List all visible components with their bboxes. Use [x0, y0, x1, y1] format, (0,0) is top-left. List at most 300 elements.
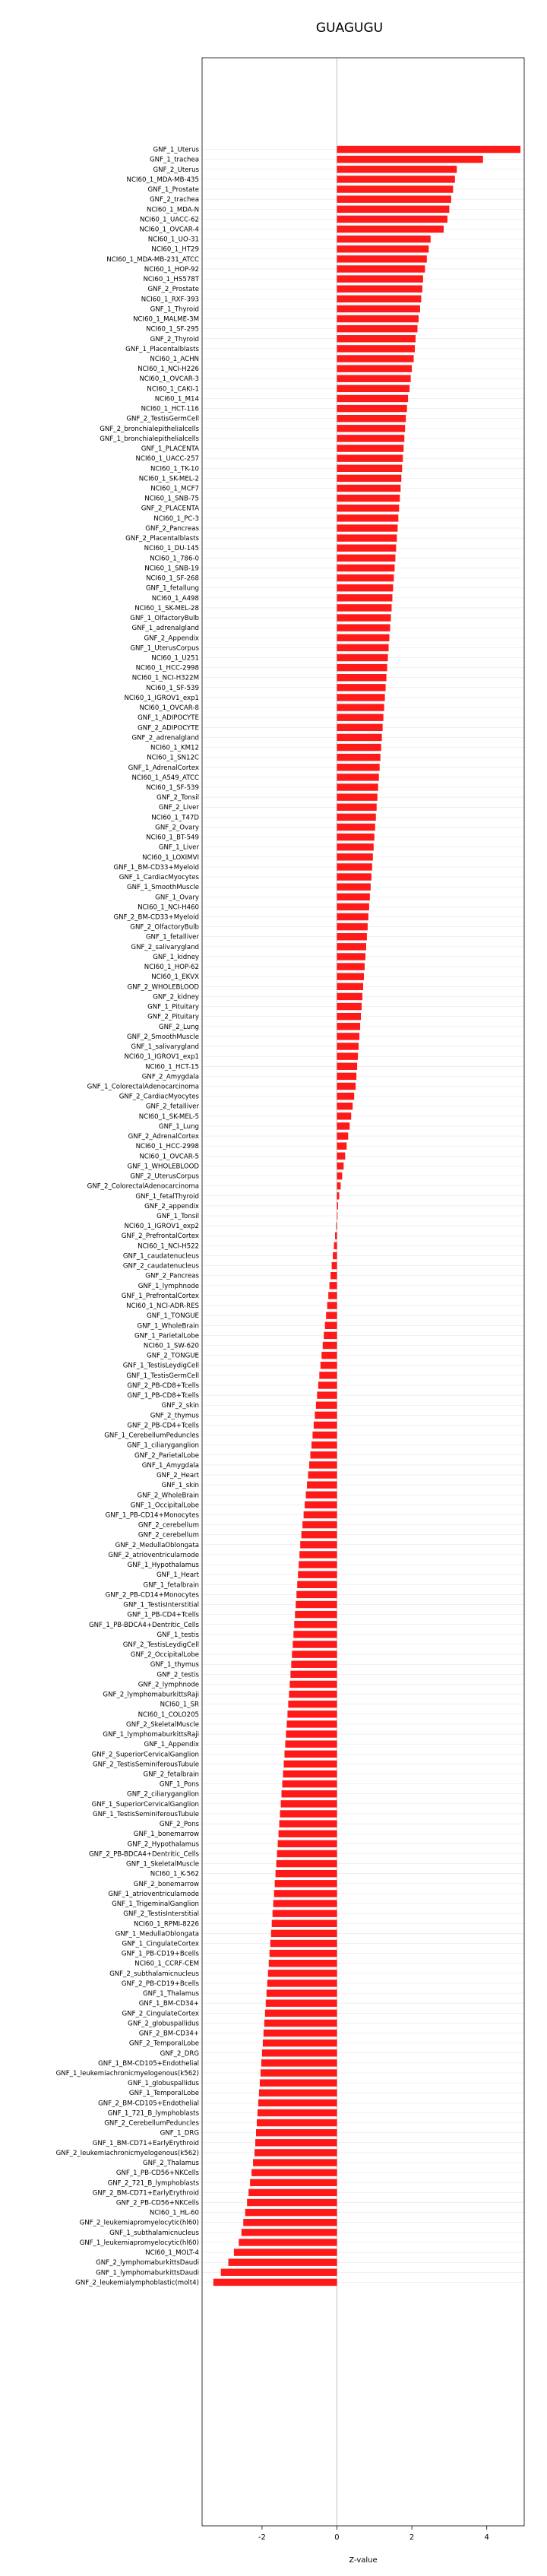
category-label: NCI60_1_HCC-2998 — [135, 664, 199, 672]
category-label: GNF_2_WholeBrain — [137, 1492, 199, 1500]
category-label: GNF_1_Amygdala — [141, 1461, 199, 1470]
category-label: GNF_2_SkeletalMuscle — [126, 1720, 199, 1729]
category-label: GNF_1_TrigeminalGanglion — [112, 1900, 199, 1909]
x-axis-title: Z-value — [349, 2556, 378, 2565]
bar — [280, 1810, 337, 1817]
category-label: GNF_2_testis — [157, 1671, 199, 1679]
bar — [307, 1481, 337, 1488]
category-label: GNF_1_DRG — [160, 2129, 199, 2138]
bar — [337, 565, 394, 571]
category-label: GNF_2_Pons — [159, 1821, 199, 1829]
bar — [337, 704, 384, 710]
bar — [242, 2229, 337, 2236]
category-label: GNF_2_TemporalLobe — [128, 2040, 199, 2048]
bar — [318, 1381, 337, 1388]
category-label: GNF_1_Ovary — [155, 894, 199, 902]
category-label: GNF_2_PB-CD14+Monocytes — [105, 1591, 199, 1600]
bar — [337, 574, 394, 581]
bar — [337, 863, 372, 870]
bar — [337, 604, 391, 611]
category-label: NCI60_1_IGROV1_exp1 — [124, 694, 199, 702]
bar — [273, 1910, 337, 1916]
bar — [299, 1561, 337, 1568]
bar — [337, 734, 381, 741]
bar — [317, 1391, 337, 1398]
category-label: GNF_2_trachea — [150, 196, 199, 204]
category-label: GNF_1_TestisInterstitial — [123, 1601, 199, 1609]
bar — [285, 1740, 337, 1747]
category-label: NCI60_1_HL-60 — [149, 2209, 199, 2217]
category-label: GNF_1_lymphnode — [138, 1282, 199, 1290]
bar — [337, 195, 451, 202]
bar — [289, 1691, 337, 1698]
bar — [308, 1471, 337, 1478]
bar — [337, 285, 422, 292]
category-label: GNF_2_PB-CD56+NKCells — [115, 2199, 199, 2207]
bar — [296, 1601, 337, 1608]
category-label: NCI60_1_SK-MEL-28 — [134, 604, 199, 612]
x-tick-label: -2 — [258, 2533, 266, 2542]
bar — [337, 1182, 340, 1189]
bar — [243, 2219, 337, 2226]
category-label: GNF_2_DRG — [160, 2049, 199, 2058]
bar — [337, 1172, 342, 1179]
bar — [337, 804, 376, 811]
category-label: NCI60_1_IGROV1_exp1 — [124, 1053, 199, 1062]
category-label: GNF_2_PB-CD8+Tcells — [127, 1381, 199, 1390]
category-label: NCI60_1_SNB-19 — [144, 565, 199, 573]
bar — [337, 534, 397, 541]
bar — [337, 635, 389, 641]
category-label: GNF_2_cerebellum — [138, 1521, 199, 1530]
category-label: GNF_2_Tonsil — [157, 794, 199, 802]
category-label: NCI60_1_OVCAR-8 — [139, 704, 199, 713]
category-label: GNF_1_AdrenalCortex — [128, 764, 199, 772]
bar — [287, 1710, 337, 1717]
bar — [310, 1451, 337, 1458]
category-label: NCI60_1_MDA-N — [146, 206, 199, 214]
bar — [259, 2090, 337, 2097]
category-label: GNF_2_BM-CD105+Endothelial — [98, 2100, 199, 2108]
category-label: GNF_2_AdrenalCortex — [128, 1133, 199, 1141]
category-label: GNF_2_Placentalblasts — [125, 535, 199, 543]
bar — [337, 714, 383, 720]
bar — [337, 405, 406, 412]
bar — [293, 1631, 337, 1638]
bar — [337, 834, 374, 840]
category-label: GNF_2_TestisLeydigCell — [122, 1641, 199, 1649]
category-label: GNF_2_WHOLEBLOOD — [127, 983, 199, 992]
category-label: NCI60_1_HS578T — [143, 276, 199, 284]
bar — [337, 355, 413, 362]
category-label: NCI60_1_SN12C — [147, 754, 199, 762]
category-label: GNF_1_Thalamus — [142, 1990, 199, 1998]
category-label: GNF_2_721_B_lymphoblasts — [107, 2179, 199, 2188]
bar — [258, 2109, 337, 2116]
category-label: GNF_1_subthalamicnucleus — [109, 2229, 199, 2237]
bar — [337, 903, 368, 910]
category-label: GNF_2_subthalamicnucleus — [109, 1970, 199, 1978]
category-label: NCI60_1_U251 — [151, 654, 199, 663]
category-label: GNF_1_BM-CD105+Endothelial — [98, 2059, 199, 2068]
bar — [337, 454, 403, 461]
bar — [309, 1461, 337, 1468]
category-label: GNF_2_BM-CD33+Myeloid — [113, 913, 199, 922]
category-label: NCI60_1_IGROV1_exp2 — [124, 1223, 199, 1231]
bar — [337, 883, 370, 890]
bar — [337, 873, 371, 880]
bar — [321, 1362, 337, 1369]
category-label: NCI60_1_NCI-ADR-RES — [126, 1302, 199, 1311]
category-label: NCI60_1_A549_ATCC — [131, 774, 199, 782]
category-label: NCI60_1_KM12 — [150, 744, 199, 752]
bar — [337, 744, 381, 751]
bar — [337, 555, 395, 562]
bar — [337, 206, 449, 213]
bar — [256, 2129, 337, 2136]
chart-title: GUAGUGU — [315, 21, 384, 36]
bar — [337, 923, 367, 930]
bar — [337, 465, 402, 472]
bar — [337, 435, 404, 441]
category-label: GNF_2_PB-CD4+Tcells — [127, 1422, 199, 1430]
bar — [337, 694, 384, 701]
category-label: GNF_2_ciliaryganglion — [127, 1790, 199, 1799]
category-label: NCI60_1_HCC-2998 — [135, 1143, 199, 1151]
bar — [337, 514, 398, 521]
category-label: NCI60_1_UACC-62 — [139, 216, 199, 224]
category-label: GNF_1_fetallung — [145, 584, 199, 593]
bar — [337, 146, 520, 153]
category-label: GNF_1_SmoothMuscle — [127, 884, 199, 892]
bar — [337, 216, 447, 223]
bar — [213, 2279, 337, 2286]
category-label: GNF_1_ADIPOCYTE — [138, 714, 199, 723]
bar — [337, 176, 454, 182]
bar — [337, 724, 382, 731]
category-label: NCI60_1_DU-145 — [144, 545, 199, 553]
category-label: GNF_1_PLACENTA — [141, 445, 199, 454]
bar — [337, 1093, 354, 1100]
category-label: GNF_1_PB-CD8+Tcells — [127, 1392, 199, 1400]
category-label: GNF_2_CardiacMyocytes — [119, 1093, 199, 1101]
category-label: NCI60_1_NCI-H460 — [138, 903, 199, 912]
category-label: GNF_1_adrenalgland — [131, 625, 199, 633]
bar — [337, 1052, 358, 1059]
category-label: NCI60_1_SR — [160, 1701, 199, 1709]
category-label: GNF_1_thymus — [150, 1661, 199, 1669]
bar — [305, 1502, 337, 1508]
category-label: NCI60_1_SF-268 — [146, 574, 199, 583]
category-label: NCI60_1_MCF7 — [150, 485, 199, 493]
category-label: NCI60_1_EKVX — [151, 973, 199, 982]
x-axis-ticks — [258, 2526, 489, 2542]
category-label: GNF_1_Thyroid — [150, 305, 199, 314]
category-label: GNF_2_lymphnode — [138, 1681, 199, 1689]
bar — [294, 1621, 337, 1628]
bar — [324, 1332, 337, 1339]
bar — [337, 265, 425, 272]
category-label: GNF_2_TONGUE — [147, 1352, 199, 1360]
category-label: GNF_2_Amygdala — [141, 1073, 199, 1081]
bar — [337, 315, 418, 322]
category-label: GNF_2_adrenalgland — [131, 734, 199, 742]
category-label: NCI60_1_CCRF-CEM — [134, 1960, 199, 1968]
bar — [292, 1641, 337, 1647]
category-label: GNF_1_CingulateCortex — [122, 1940, 199, 1948]
category-label: GNF_2_PrefrontalCortex — [121, 1233, 199, 1241]
category-label: GNF_2_globuspallidus — [128, 2020, 199, 2028]
bar — [337, 614, 390, 621]
category-label: NCI60_1_HOP-92 — [144, 265, 199, 274]
bar — [304, 1511, 337, 1518]
bar — [337, 166, 457, 172]
bar — [337, 156, 482, 163]
category-label: GNF_2_atrioventricularnode — [108, 1551, 199, 1559]
category-label: NCI60_1_OVCAR-5 — [139, 1153, 199, 1161]
bar — [312, 1432, 337, 1438]
category-label: GNF_1_Uterus — [153, 146, 199, 154]
bar — [263, 2040, 337, 2046]
bar — [275, 1880, 337, 1887]
category-label: GNF_1_ParietalLobe — [134, 1332, 199, 1340]
category-label: GNF_1_caudatenucleus — [122, 1252, 199, 1261]
category-label: NCI60_1_T47D — [151, 814, 199, 822]
category-label: GNF_1_PB-BDCA4+Dentritic_Cells — [89, 1621, 199, 1629]
bar — [281, 1800, 337, 1807]
category-label: GNF_2_SmoothMuscle — [127, 1033, 199, 1041]
bar — [267, 1989, 337, 1996]
bar — [300, 1541, 337, 1548]
bar — [337, 1033, 359, 1040]
bar — [251, 2169, 337, 2176]
bar — [239, 2239, 337, 2245]
category-label: NCI60_1_BT-549 — [146, 834, 199, 842]
category-label: GNF_1_PB-CD14+Monocytes — [105, 1511, 199, 1520]
bar — [247, 2199, 337, 2206]
category-label: GNF_1_Placentalblasts — [125, 345, 199, 353]
category-label: GNF_2_Ovary — [155, 824, 199, 832]
bar — [337, 853, 372, 860]
category-label: NCI60_1_HCT-15 — [145, 1063, 199, 1071]
bar — [283, 1780, 337, 1787]
bar — [337, 963, 364, 970]
category-label: GNF_2_cerebellum — [138, 1531, 199, 1540]
bar — [337, 584, 393, 591]
bar — [337, 1122, 349, 1129]
category-label: GNF_1_Hypothalamus — [127, 1562, 199, 1570]
category-label: GNF_1_CerebellumPeduncles — [104, 1432, 199, 1440]
bar — [280, 1820, 337, 1827]
category-label: GNF_1_trachea — [150, 156, 199, 164]
category-label: GNF_1_bronchialepithelialcells — [100, 435, 199, 443]
bar — [262, 2049, 337, 2056]
bar — [268, 1970, 337, 1976]
x-tick-label: 4 — [484, 2533, 489, 2542]
category-label: GNF_1_Pituitary — [147, 1003, 199, 1011]
bar — [267, 1979, 337, 1986]
bar — [337, 684, 385, 691]
category-label: GNF_2_Prostate — [147, 286, 199, 294]
category-label: GNF_1_PB-CD4+Tcells — [127, 1611, 199, 1619]
bar — [269, 1960, 337, 1967]
bar — [260, 2079, 337, 2086]
bar — [297, 1581, 337, 1588]
bar — [337, 395, 408, 402]
category-label: GNF_1_MedullaOblongata — [115, 1930, 199, 1938]
bar — [330, 1272, 337, 1279]
category-label: GNF_2_Liver — [158, 804, 199, 812]
bar — [337, 385, 409, 392]
category-label: GNF_2_ColorectalAdenocarcinoma — [87, 1182, 199, 1191]
bar — [330, 1282, 337, 1289]
category-label: GNF_1_WholeBrain — [137, 1322, 199, 1331]
category-label: NCI60_1_UACC-257 — [135, 455, 199, 464]
bar — [337, 226, 444, 233]
bar — [327, 1302, 337, 1309]
category-label: GNF_1_BM-CD34+ — [138, 2000, 199, 2008]
category-label: GNF_1_721_B_lymphoblasts — [107, 2109, 199, 2118]
category-label: GNF_2_leukemiachronicmyelogenous(k562) — [55, 2149, 199, 2157]
bar — [337, 1192, 339, 1199]
category-label: NCI60_1_SF-539 — [146, 784, 199, 792]
bar — [337, 1153, 345, 1160]
bar — [337, 1103, 353, 1109]
category-label: GNF_1_TestisGermCell — [126, 1372, 199, 1380]
category-label: GNF_2_Appendix — [144, 635, 199, 643]
bar — [328, 1292, 337, 1299]
category-label: NCI60_1_SK-MEL-2 — [138, 475, 199, 483]
bar — [334, 1242, 337, 1249]
category-label: GNF_2_PB-BDCA4+Dentritic_Cells — [89, 1850, 199, 1859]
category-label: GNF_2_lymphomaburkittsDaudi — [96, 2259, 199, 2267]
bar — [337, 933, 366, 940]
bar — [255, 2149, 337, 2156]
category-label: GNF_2_kidney — [153, 993, 199, 1002]
bar — [288, 1701, 337, 1707]
category-label: NCI60_1_UO-31 — [147, 236, 199, 244]
x-tick-label: 0 — [334, 2533, 340, 2542]
category-label: GNF_1_PrefrontalCortex — [121, 1292, 199, 1300]
bar — [283, 1761, 337, 1767]
bar — [337, 505, 399, 511]
category-label: GNF_1_Lung — [158, 1122, 199, 1131]
bar — [316, 1401, 337, 1408]
category-label: NCI60_1_NCI-H322M — [131, 674, 199, 682]
bar — [337, 345, 415, 352]
bar — [337, 943, 365, 950]
bar — [279, 1830, 337, 1837]
category-label: GNF_1_BM-CD71+EarlyErythroid — [92, 2139, 199, 2147]
category-label: GNF_1_Liver — [158, 843, 199, 852]
category-label: GNF_1_bonemarrow — [133, 1831, 199, 1839]
category-label: NCI60_1_SF-539 — [146, 684, 199, 692]
category-label: GNF_2_CerebellumPeduncles — [104, 2119, 199, 2128]
category-label: GNF_1_OlfactoryBulb — [130, 615, 199, 623]
category-label: GNF_2_PB-CD19+Bcells — [121, 1979, 199, 1988]
x-tick-label: 2 — [409, 2533, 415, 2542]
category-label: GNF_2_OccipitalLobe — [130, 1651, 199, 1660]
bar — [337, 305, 419, 312]
bar — [276, 1870, 337, 1877]
bar — [337, 973, 363, 979]
category-label: NCI60_1_MOLT-4 — [145, 2249, 199, 2258]
bar — [296, 1591, 337, 1598]
category-label: GNF_2_thymus — [150, 1412, 199, 1420]
bar — [315, 1412, 337, 1419]
category-label: GNF_2_leukemialymphoblastic(molt4) — [75, 2279, 199, 2287]
category-label: GNF_2_MedullaOblongata — [115, 1541, 199, 1549]
category-label: GNF_1_ciliaryganglion — [127, 1441, 199, 1450]
bar — [319, 1372, 337, 1378]
bar — [258, 2100, 337, 2106]
bar — [337, 624, 390, 631]
category-label: GNF_1_TestisLeydigCell — [122, 1362, 199, 1370]
bar — [337, 445, 403, 451]
category-label: GNF_1_leukemiapromyelocytic(hl60) — [79, 2239, 199, 2247]
category-label: GNF_2_Heart — [156, 1472, 199, 1480]
bar — [337, 1142, 346, 1149]
category-label: GNF_2_bonemarrow — [133, 1880, 199, 1888]
bar — [284, 1751, 337, 1758]
category-label: GNF_1_fetalbrain — [143, 1581, 199, 1590]
category-label: GNF_2_appendix — [144, 1202, 199, 1210]
bar — [302, 1521, 337, 1528]
bar — [337, 325, 417, 332]
category-label: GNF_2_fetalliver — [145, 1103, 199, 1111]
category-label: GNF_2_Uterus — [153, 166, 199, 174]
bar — [337, 793, 377, 800]
bar — [337, 524, 397, 531]
category-label: GNF_1_TONGUE — [147, 1312, 199, 1321]
bar — [337, 654, 387, 661]
bar — [274, 1900, 337, 1907]
category-label: GNF_1_PB-CD56+NKCells — [115, 2169, 199, 2178]
category-label: GNF_2_salivarygland — [131, 943, 199, 951]
bar — [291, 1661, 337, 1668]
category-label: GNF_1_Prostate — [147, 186, 199, 195]
bar — [333, 1252, 337, 1259]
bar — [272, 1920, 337, 1927]
category-label: GNF_1_PB-CD19+Bcells — [121, 1950, 199, 1958]
bar — [270, 1950, 337, 1957]
bar — [337, 296, 421, 302]
bar — [325, 1322, 337, 1329]
bar — [314, 1422, 337, 1429]
category-label: NCI60_1_LOXIMVI — [142, 853, 199, 862]
bar — [337, 1023, 360, 1030]
bar — [286, 1730, 337, 1737]
bar — [270, 1940, 337, 1947]
bar — [337, 1043, 359, 1049]
category-label: GNF_1_atrioventricularnode — [108, 1890, 199, 1898]
bar — [337, 674, 386, 681]
bar — [337, 824, 375, 831]
bar — [337, 1112, 351, 1119]
category-label: NCI60_1_ACHN — [150, 356, 199, 363]
bar — [337, 913, 368, 920]
category-label: GNF_1_OccipitalLobe — [130, 1502, 199, 1510]
bar — [337, 1073, 356, 1080]
category-label: GNF_2_lymphomaburkittsRaji — [103, 1691, 199, 1699]
category-label: GNF_2_Thyroid — [150, 335, 199, 343]
bar — [234, 2248, 337, 2255]
bar — [337, 1003, 362, 1010]
category-label: NCI60_1_RXF-393 — [141, 296, 199, 304]
bar — [264, 2030, 337, 2036]
category-label: GNF_1_UterusCorpus — [130, 644, 199, 653]
bar — [265, 2010, 337, 2017]
